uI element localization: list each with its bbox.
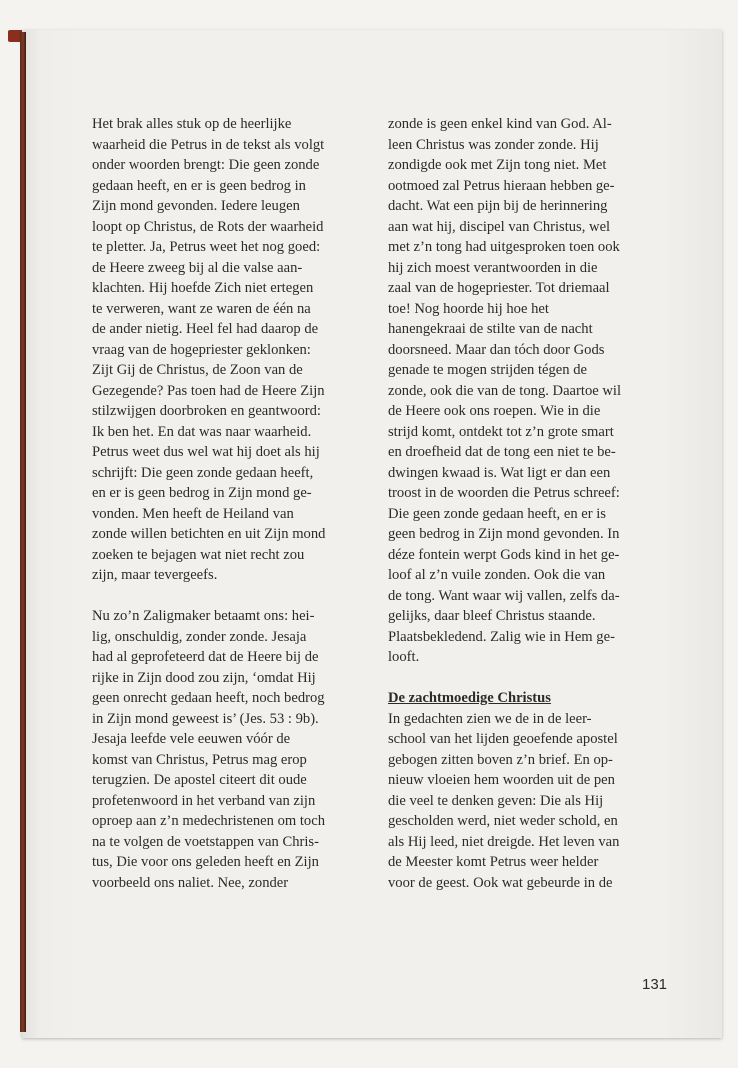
text-line: gelijks, daar bleef Christus staande. [388,608,596,624]
text-line: na te volgen de voetstappen van Chris- [92,833,319,850]
text-line: toe! Nog hoorde hij hoe het [388,300,549,317]
text-line: vraag van de hogepriester geklonken: [92,341,311,358]
text-line: Die geen zonde gedaan heeft, en er is [388,505,606,522]
text-line: zoeken te bejagen wat niet recht zou [92,546,305,563]
text-line: klachten. Hij hoefde Zich niet ertegen [92,280,314,296]
text-line: de Heere ook ons roepen. Wie in die [388,403,601,419]
text-line: hanengekraai de stilte van de nacht [388,321,593,337]
text-line: zonde, ook die van de tong. Daartoe wil [388,382,622,399]
text-line: genade te mogen strijden tégen de [388,362,587,378]
text-line: Zijn mond gevonden. Iedere leugen [92,198,300,214]
text-line: gedaan heeft, en er is geen bedrog in [92,177,306,194]
page-number: 131 [642,976,668,993]
text-line: déze fontein werpt Gods kind in het ge- [388,546,620,563]
text-line: Het brak alles stuk op de heerlijke [92,116,292,132]
text-line: komst van Christus, Petrus mag erop [92,751,307,768]
text-line: loopt op Christus, de Rots der waarheid [92,218,324,235]
text-line: in Zijn mond geweest is’ (Jes. 53 : 9b). [92,710,319,727]
text-line: als Hij leed, niet dreigde. Het leven van [388,833,620,850]
text-line: voorbeeld ons naliet. Nee, zonder [92,874,289,891]
book-spine [20,32,26,1032]
text-line: en droefheid dat de tong een niet te be- [388,444,616,460]
text-line: hij zich moest verantwoorden in die [388,259,598,276]
text-line: te pletter. Ja, Petrus weet het nog goed: [92,239,321,255]
left-paragraph-2 [92,606,340,893]
text-line: die veel te denken geven: Die als Hij [388,792,604,809]
text-line: gebogen zitten boven z’n brief. En op- [388,751,613,768]
right-paragraph-1 [388,114,636,668]
text-line: vonden. Men heeft de Heiland van [92,505,294,522]
text-line: Plaatsbekledend. Zalig wie in Hem ge- [388,628,615,645]
text-line: had al geprofeteerd dat de Heere bij de [92,649,319,665]
text-line: en er is geen bedrog in Zijn mond ge- [92,485,312,501]
text-line: te verweren, want ze waren de één na [92,300,311,317]
text-line: Zijt Gij de Christus, de Zoon van de [92,362,303,378]
text-line: geen onrecht gedaan heeft, noch bedrog [92,690,325,706]
text-line: ootmoed zal Petrus hieraan hebben ge- [388,177,615,194]
text-line: looft. [388,649,420,665]
text-line: geen bedrog in Zijn mond gevonden. In [388,526,620,542]
text-line: schrijft: Die geen zonde gedaan heeft, [92,464,314,481]
text-line: met z’n tong had uitgesproken toen ook [388,239,620,255]
text-line: doorsneed. Maar dan tóch door Gods [388,341,605,358]
text-line: troost in de woorden die Petrus schreef: [388,485,620,501]
text-line: rijke in Zijn dood zou zijn, ‘omdat Hij [92,669,316,686]
left-column [92,114,340,893]
text-line: profetenwoord in het verband van zijn [92,792,316,809]
text-line: oproep aan z’n medechristenen om toch [92,813,326,829]
text-line: de ander nietig. Heel fel had daarop de [92,321,319,337]
section-heading: De zachtmoedige Christus [388,690,551,706]
text-line: zonde is geen enkel kind van God. Al- [388,116,612,132]
text-line: nieuw vloeien hem woorden uit de pen [388,772,615,788]
text-line: zondigde ook met Zijn tong niet. Met [388,157,607,173]
text-line: onder woorden brengt: Die geen zonde [92,157,320,173]
text-line: Petrus weet dus wel wat hij doet als hij [92,444,320,460]
text-line: Ik ben het. En dat was naar waarheid. [92,423,312,440]
text-line: leen Christus was zonder zonde. Hij [388,136,599,153]
text-line: de tong. Want waar wij vallen, zelfs da- [388,587,620,604]
right-column [388,114,636,893]
text-line: stilzwijgen doorbroken en geantwoord: [92,403,321,419]
text-line: lig, onschuldig, zonder zonde. Jesaja [92,628,307,645]
text-line: terugzien. De apostel citeert dit oude [92,772,307,788]
text-line: Nu zo’n Zaligmaker betaamt ons: hei- [92,608,315,624]
text-line: dwingen kwaad is. Wat ligt er dan een [388,464,611,481]
text-line: de Heere zweeg bij al die valse aan- [92,259,303,276]
text-line: Gezegende? Pas toen had de Heere Zijn [92,382,325,399]
text-line: zaal van de hogepriester. Tot driemaal [388,280,610,296]
text-line: zijn, maar tevergeefs. [92,567,218,583]
text-line: strijd komt, ontdekt tot z’n grote smart [388,423,614,440]
text-line: zonde willen betichten en uit Zijn mond [92,526,326,542]
text-line: Jesaja leefde vele eeuwen vóór de [92,731,291,747]
text-line: de Meester komt Petrus weer helder [388,854,599,870]
text-line: dacht. Wat een pijn bij de herinnering [388,198,608,214]
text-line: waarheid die Petrus in de tekst als volgt [92,136,325,153]
text-line: tus, Die voor ons geleden heeft en Zijn [92,854,319,870]
text-line: loof al z’n vuile zonden. Ook die van [388,567,606,583]
left-paragraph-1 [92,114,340,586]
text-line: school van het lijden geoefende apostel [388,731,618,747]
text-line: gescholden werd, niet weder schold, en [388,813,618,829]
text-line: aan wat hij, discipel van Christus, wel [388,218,611,235]
text-line: In gedachten zien we de in de leer- [388,710,592,727]
right-paragraph-2 [388,709,636,894]
text-line: voor de geest. Ook wat gebeurde in de [388,874,613,891]
